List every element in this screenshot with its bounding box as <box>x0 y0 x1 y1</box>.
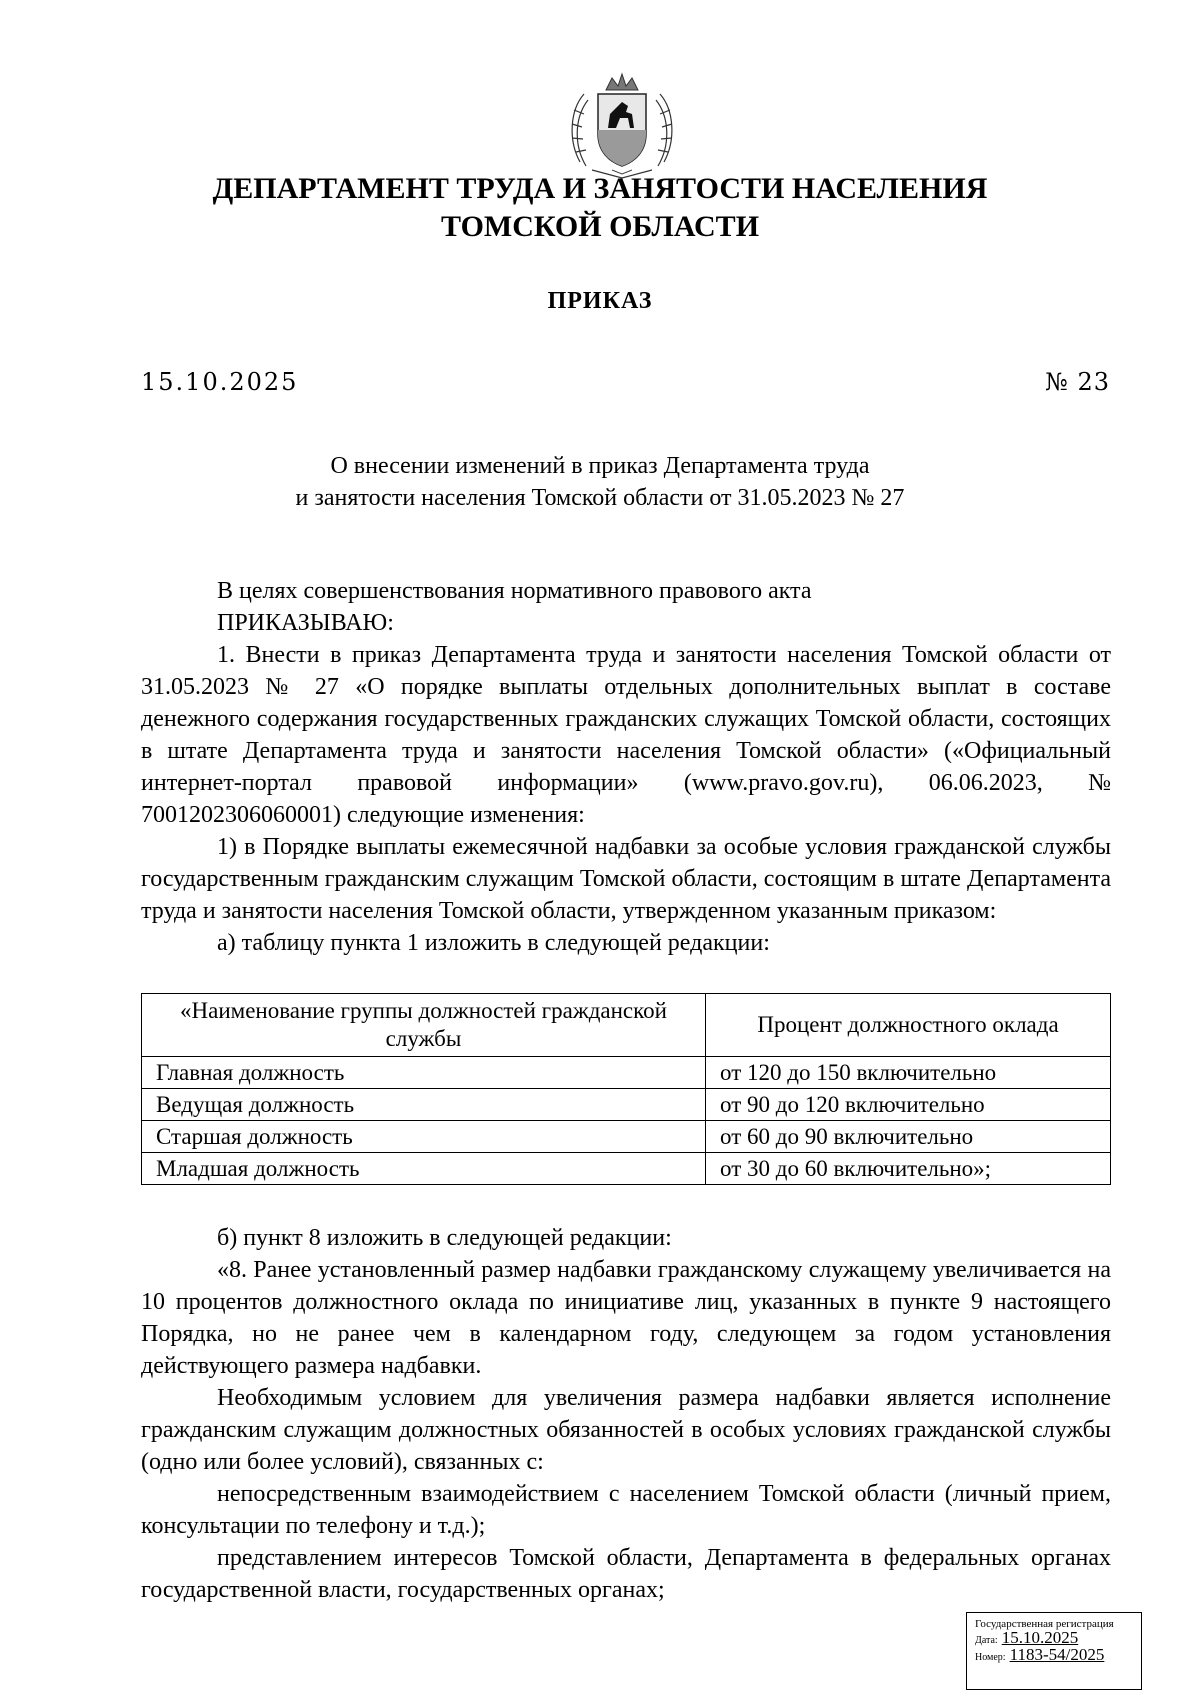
table-row <box>142 1121 1111 1153</box>
paragraph: ПРИКАЗЫВАЮ: <box>217 610 394 636</box>
table-header-cell: «Наименование группы должностей гражданской службы <box>142 994 706 1057</box>
stamp-title: Государственная регистрация <box>975 1618 1114 1630</box>
table-cell: от 60 до 90 включительно <box>706 1121 1111 1153</box>
registration-stamp <box>966 1612 1142 1690</box>
subject-line: О внесении изменений в приказ Департамента труда <box>330 453 870 479</box>
table-row <box>142 1057 1111 1089</box>
stamp-number-label: Номер: <box>975 1652 1006 1663</box>
subject-line: и занятости населения Томской области от 31.05.2023 № 27 <box>295 485 905 511</box>
stamp-date-label: Дата: <box>975 1635 998 1646</box>
table-cell: от 30 до 60 включительно»; <box>706 1153 1111 1185</box>
paragraph: непосредственным взаимодействием с населением Томской области (личный прием, консультации по телефону и т.д.); <box>141 1481 1111 1539</box>
table-header-row <box>142 994 1111 1057</box>
stamp-number-value: 1183-54/2025 <box>1009 1645 1105 1664</box>
document-date: 15.10.2025 <box>141 368 299 396</box>
paragraph: Необходимым условием для увеличения размера надбавки является исполнение гражданским служащим должностных обязанностей в особых условиях гражданской службы (одно или более условий), связанных с: <box>141 1385 1111 1475</box>
document-subject <box>0 450 1200 514</box>
salary-percent-table <box>141 993 1111 1185</box>
paragraph: «8. Ранее установленный размер надбавки гражданскому служащему увеличивается на 10 процентов должностного оклада по инициативе лиц, указанных в пункте 9 настоящего Порядка, но не ранее чем в календарном году, следующем за годом установления действующего размера надбавки. <box>141 1257 1111 1379</box>
tomsk-coat-of-arms-icon <box>562 70 682 182</box>
table-cell: Главная должность <box>142 1057 706 1089</box>
paragraph: а) таблицу пункта 1 изложить в следующей редакции: <box>217 930 770 956</box>
paragraph: В целях совершенствования нормативного правового акта <box>217 578 812 604</box>
paragraph: б) пункт 8 изложить в следующей редакции: <box>217 1225 672 1251</box>
paragraph: 1. Внести в приказ Департамента труда и занятости населения Томской области от 31.05.2023 № 27 «О порядке выплаты отдельных дополнительных выплат в составе денежного содержания государственных гражданских служащих Томской области, состоящих в штате Департамента труда и занятости населения Томской области» («Официальный интернет-портал правовой информации» (www.pravo.gov.ru), 06.06.2023, № 7001202306060001) следующие изменения: <box>141 642 1111 828</box>
table-row <box>142 1089 1111 1121</box>
table-cell: от 90 до 120 включительно <box>706 1089 1111 1121</box>
table-cell: Старшая должность <box>142 1121 706 1153</box>
organization-name-line1: ДЕПАРТАМЕНТ ТРУДА И ЗАНЯТОСТИ НАСЕЛЕНИЯ <box>212 172 988 205</box>
table-cell: от 120 до 150 включительно <box>706 1057 1111 1089</box>
organization-name-line2: ТОМСКОЙ ОБЛАСТИ <box>440 210 760 243</box>
body-text-continued <box>141 1222 1111 1606</box>
table-cell: Ведущая должность <box>142 1089 706 1121</box>
paragraph: представлением интересов Томской области, Департамента в федеральных органах государственной власти, государственных органах; <box>141 1545 1111 1603</box>
paragraph: 1) в Порядке выплаты ежемесячной надбавки за особые условия гражданской службы государственным гражданским служащим Томской области, состоящим в штате Департамента труда и занятости населения Томской области, утвержденном указанным приказом: <box>141 834 1111 924</box>
table-cell: Младшая должность <box>142 1153 706 1185</box>
stamp-date-value: 15.10.2025 <box>1001 1628 1079 1647</box>
table-header-cell: Процент должностного оклада <box>706 994 1111 1057</box>
document-type: ПРИКАЗ <box>547 288 653 314</box>
body-text <box>141 575 1111 959</box>
table-row <box>142 1153 1111 1185</box>
document-number: № 23 <box>1045 368 1110 396</box>
